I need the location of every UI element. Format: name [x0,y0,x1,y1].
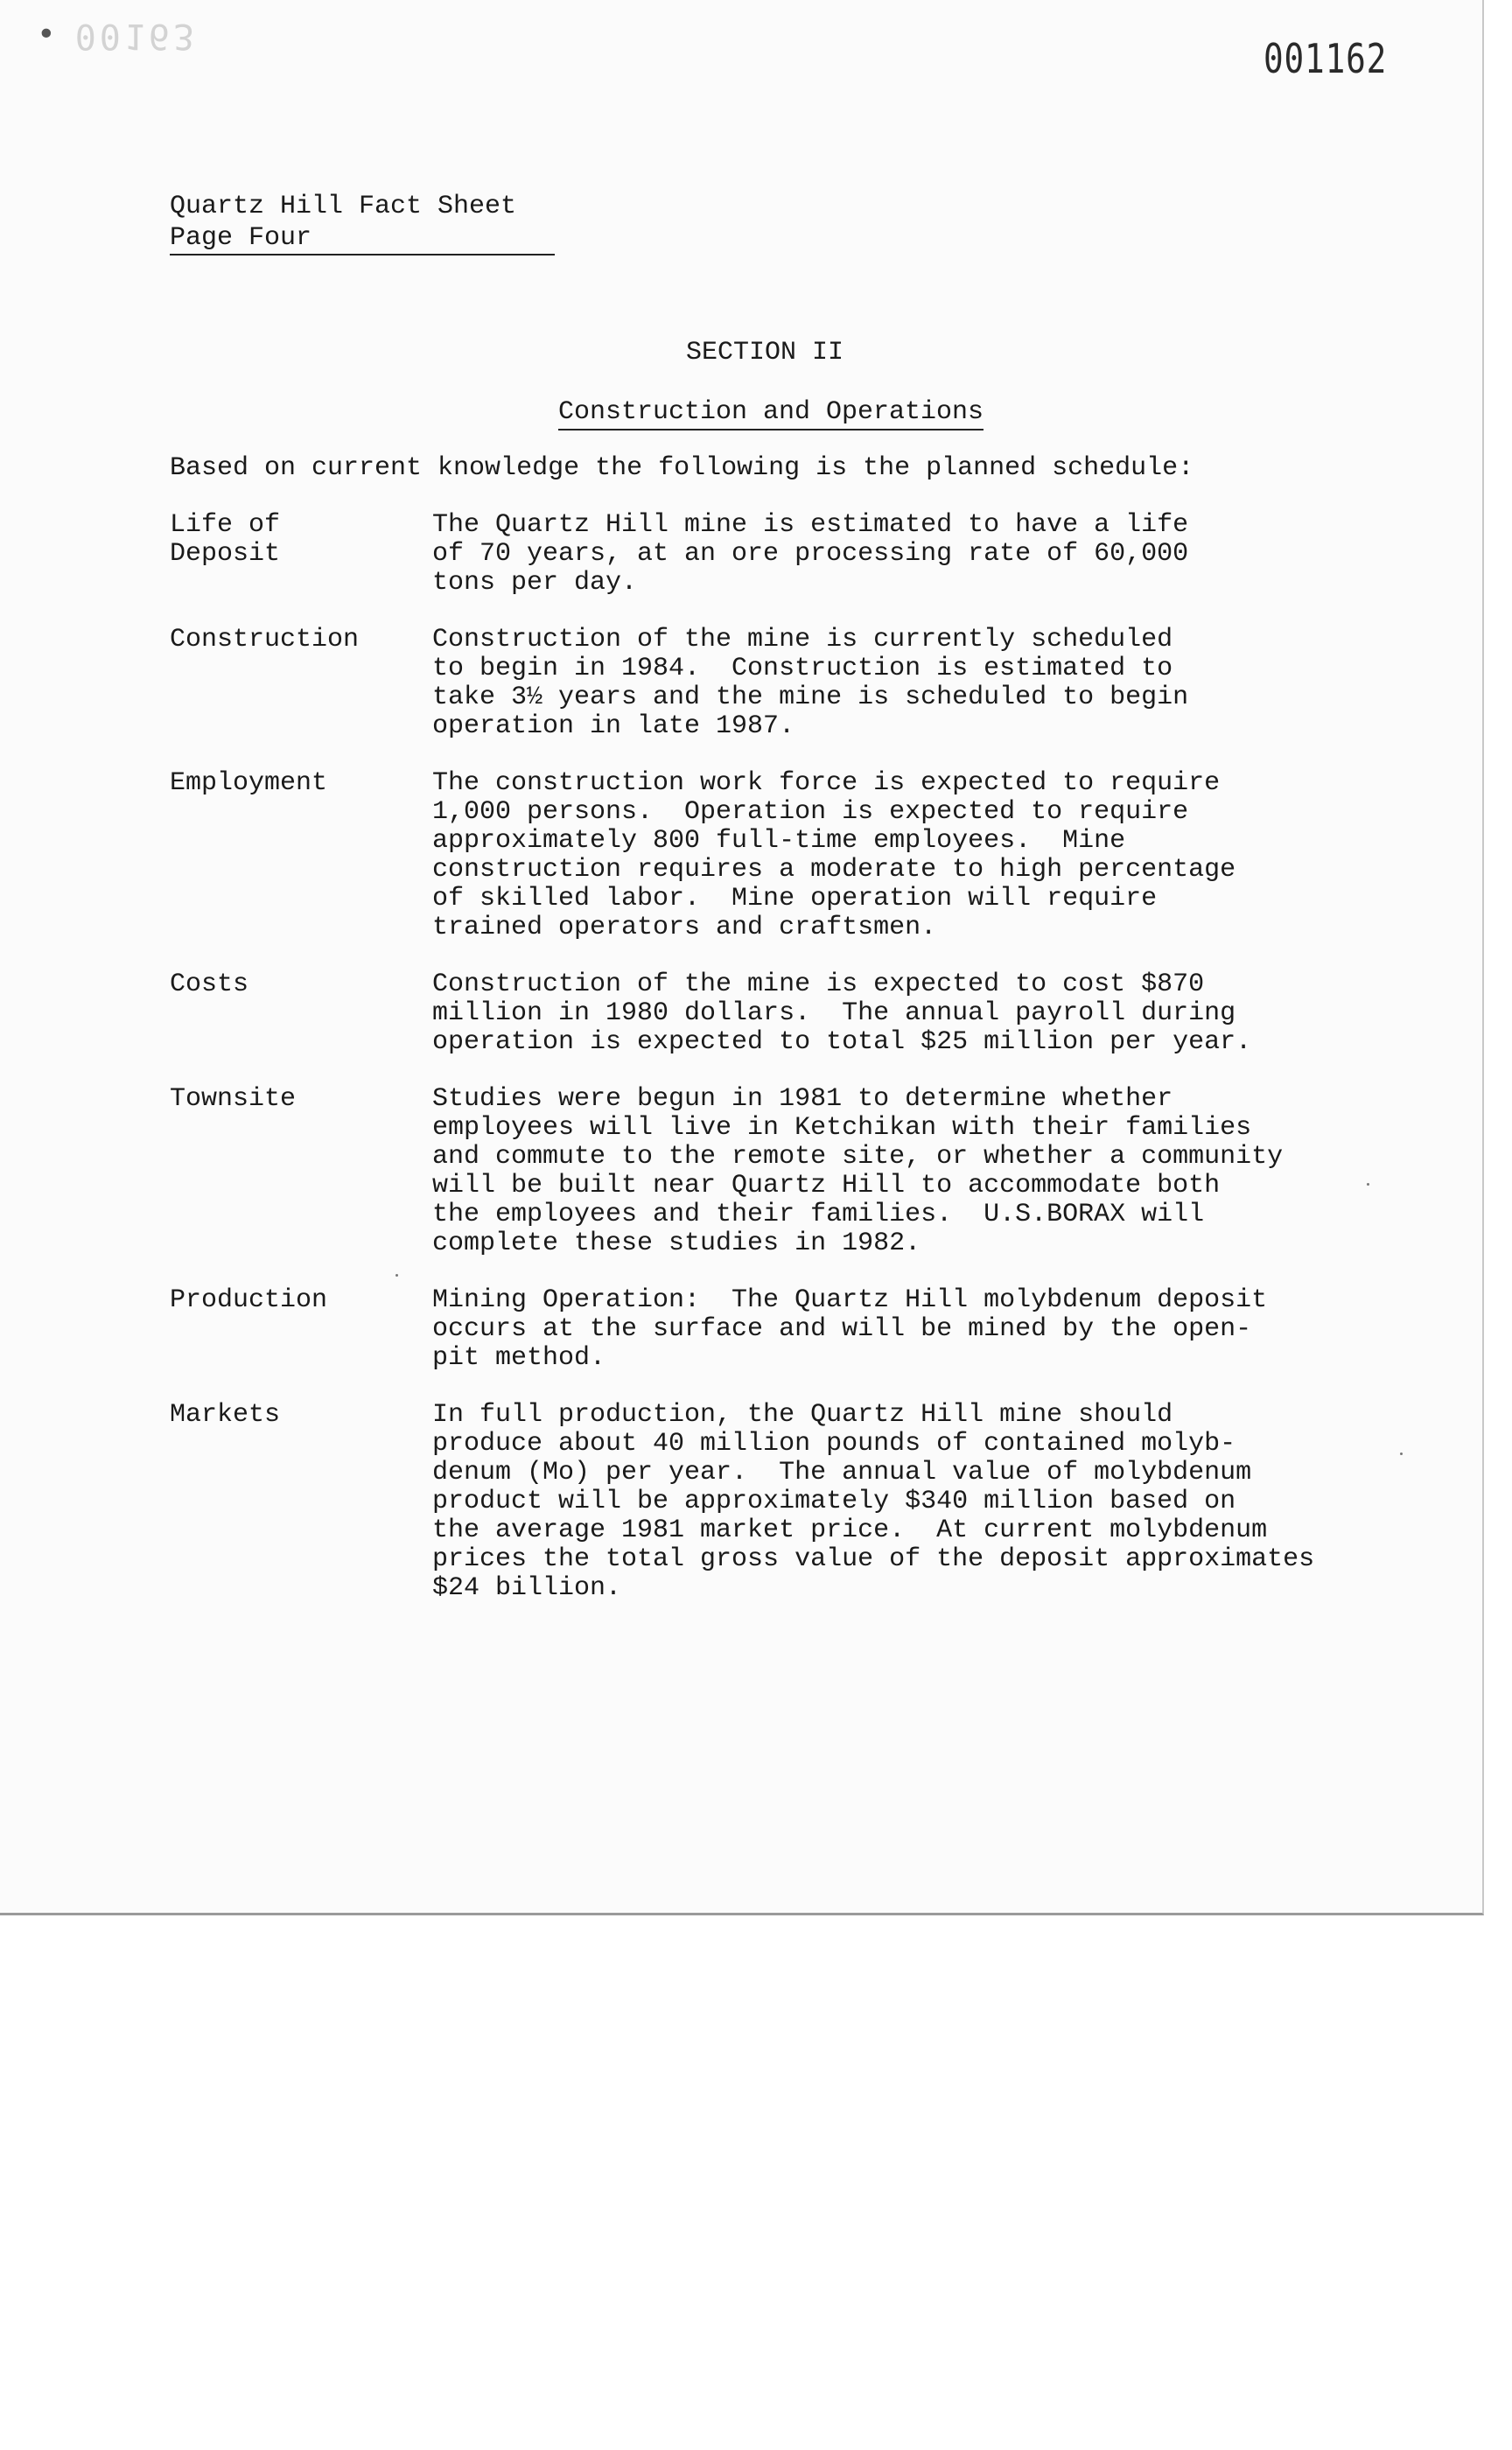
schedule-row [170,970,1430,1057]
row-label: Markets [170,1400,281,1430]
row-text-line: will be built near Quartz Hill to accommodate both [432,1171,1221,1200]
row-text-line: million in 1980 dollars. The annual payroll during [432,998,1236,1028]
schedule-row [170,511,1430,598]
section-label: SECTION II [685,338,844,368]
intro-paragraph: Based on current knowledge the following is the planned schedule: [170,453,1194,483]
row-text-line: tons per day. [432,568,638,598]
row-text-line: approximately 800 full-time employees. Mine [432,826,1126,856]
scan-speck [1400,1452,1403,1455]
row-text-line: The Quartz Hill mine is estimated to have a life [432,510,1189,540]
row-text-line: Construction of the mine is expected to cost $870 [432,970,1205,999]
row-text-line: complete these studies in 1982. [432,1228,921,1258]
section-heading-text: Construction and Operations [558,397,984,430]
header-title: Quartz Hill Fact Sheet [170,192,517,221]
row-text-line: product will be approximately $340 million based on [432,1487,1236,1516]
reverse-bates-stamp [37,16,198,56]
schedule-row [170,769,1430,942]
row-text [432,970,1430,1057]
row-text-line: take 3½ years and the mine is scheduled to begin [432,682,1189,712]
reverse-bates-number: 00163 [74,16,199,56]
row-text-line: and commute to the remote site, or whether a community [432,1142,1284,1172]
row-text-line: construction requires a moderate to high percentage [432,855,1236,885]
row-label: Costs [170,970,249,999]
row-label: Townsite [170,1084,297,1114]
row-text-line: produce about 40 million pounds of contained molyb- [432,1429,1236,1459]
row-text-line: The construction work force is expected to require [432,768,1221,798]
row-label: Production [170,1285,328,1315]
row-text-line: occurs at the surface and will be mined by the open- [432,1314,1252,1344]
bates-number: 001162 [1264,35,1388,82]
section-heading [0,397,1512,427]
row-text-line: In full production, the Quartz Hill mine should [432,1400,1173,1430]
row-text [432,1085,1430,1258]
scan-speck [396,1274,398,1277]
row-text-line: $24 billion. [432,1573,622,1603]
schedule-row [170,1085,1430,1258]
header-page-number: Page Four [170,222,555,256]
row-text-line: denum (Mo) per year. The annual value of molybdenum [432,1458,1252,1488]
row-text [432,769,1430,942]
schedule-table [170,511,1430,1631]
row-text-line: of skilled labor. Mine operation will require [432,884,1158,914]
row-text-line: Studies were begun in 1981 to determine whether [432,1084,1173,1114]
row-text-line: operation in late 1987. [432,711,795,741]
row-text-line: operation is expected to total $25 million per year. [432,1027,1252,1057]
row-label: Life of Deposit [170,510,281,569]
row-label: Construction [170,625,360,654]
schedule-row [170,1401,1430,1603]
row-text-line: prices the total gross value of the deposit approximates [432,1544,1315,1574]
row-text-line: Mining Operation: The Quartz Hill molybdenum deposit [432,1285,1268,1315]
row-text-line: of 70 years, at an ore processing rate of 60,000 [432,539,1189,569]
page-header [170,191,555,256]
schedule-row [170,1286,1430,1373]
row-text [432,626,1430,741]
stamp-dot: • [37,17,60,52]
row-text-line: trained operators and craftsmen. [432,913,937,942]
row-text-line: the average 1981 market price. At current molybdenum [432,1516,1268,1545]
row-text [432,1286,1430,1373]
schedule-row [170,626,1430,741]
row-text-line: Construction of the mine is currently scheduled [432,625,1173,654]
row-text-line: the employees and their families. U.S.BORAX will [432,1200,1205,1229]
scan-speck [1367,1183,1369,1186]
row-text [432,511,1430,598]
row-label: Employment [170,768,328,798]
row-text-line: pit method. [432,1343,606,1373]
row-text-line: 1,000 persons. Operation is expected to require [432,797,1189,827]
row-text-line: employees will live in Ketchikan with their families [432,1113,1252,1143]
row-text [432,1401,1430,1603]
row-text-line: to begin in 1984. Construction is estimated to [432,654,1173,683]
